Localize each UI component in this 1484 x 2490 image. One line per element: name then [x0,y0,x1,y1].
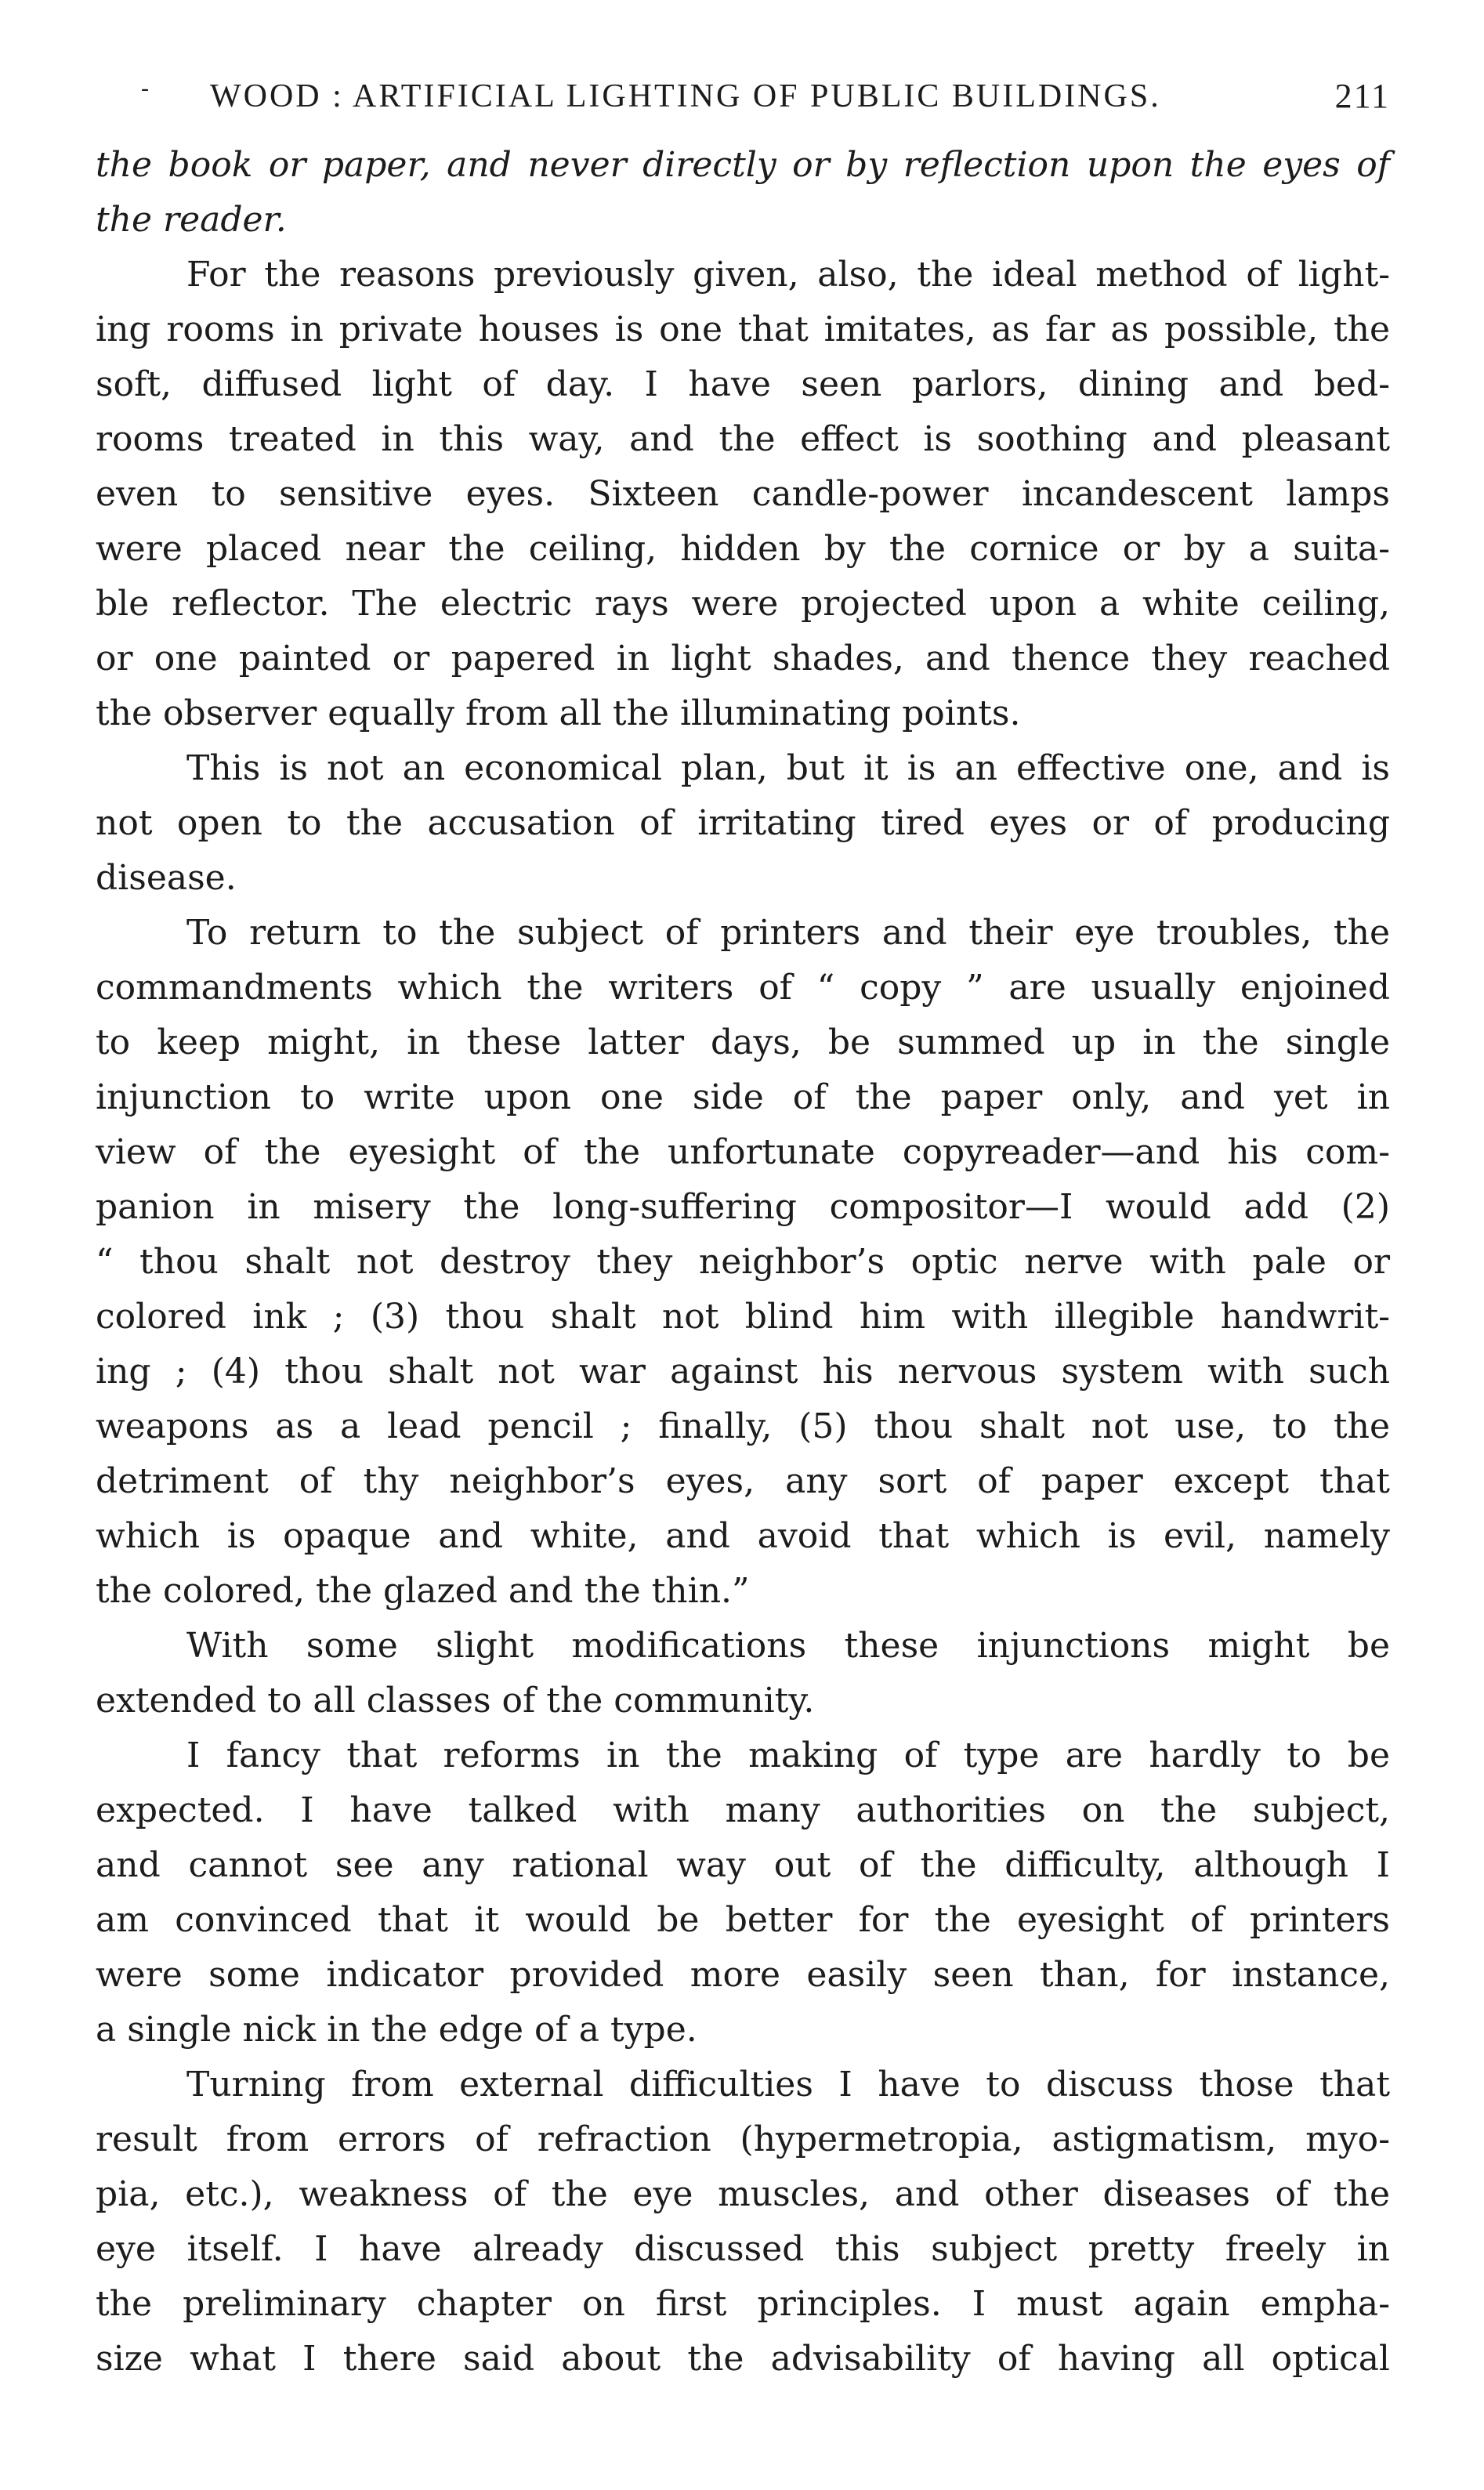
text-line: injunction to write upon one side of the paper only, and yet in [96,1077,1390,1117]
running-title: WOOD : ARTIFICIAL LIGHTING OF PUBLIC BUILDINGS. [210,78,1161,114]
text-line: were some indicator provided more easily seen than, for instance, [96,1955,1390,1995]
text-line: the colored, the glazed and the thin.” [96,1571,750,1611]
text-line: which is opaque and white, and avoid that which is evil, namely [96,1516,1390,1556]
text-line: expected. I have talked with many authorities on the subject, [96,1790,1390,1830]
text-line: “ thou shalt not destroy they neighbor’s optic nerve with pale or [96,1242,1390,1282]
text-line: a single nick in the edge of a type. [96,2010,697,2050]
text-line: the reader. [96,200,287,240]
body-text [96,138,1390,2387]
text-line: panion in misery the long-suffering compositor—I would add (2) [96,1187,1390,1227]
text-line: result from errors of refraction (hypermetropia, astigmatism, myo- [96,2119,1390,2159]
text-line: This is not an economical plan, but it is an effective one, and is [186,748,1390,788]
text-line: the preliminary chapter on first principles. I must again empha- [96,2284,1390,2324]
text-line: With some slight modifications these injunctions might be [186,1626,1390,1666]
text-line: even to sensitive eyes. Sixteen candle-power incandescent lamps [96,474,1390,514]
header-mark: - [141,75,151,101]
text-line: I fancy that reforms in the making of type are hardly to be [186,1735,1390,1775]
text-line: eye itself. I have already discussed this subject pretty freely in [96,2229,1390,2269]
text-line: colored ink ; (3) thou shalt not blind him with illegible handwrit- [96,1297,1390,1337]
text-line: ing ; (4) thou shalt not war against his nervous system with such [96,1352,1390,1392]
text-line: Turning from external difficulties I have to discuss those that [186,2065,1390,2105]
text-line: pia, etc.), weakness of the eye muscles, and other diseases of the [96,2174,1390,2214]
text-line: and cannot see any rational way out of the difficulty, although I [96,1845,1390,1885]
text-line: disease. [96,858,237,898]
page-number: 211 [1334,77,1390,115]
text-line: extended to all classes of the community. [96,1681,815,1721]
text-line: or one painted or papered in light shades, and thence they reached [96,639,1390,679]
text-line: rooms treated in this way, and the effect is soothing and pleasant [96,419,1390,459]
text-line: For the reasons previously given, also, the ideal method of light- [186,255,1390,295]
text-line: the observer equally from all the illuminating points. [96,693,1021,733]
text-line: To return to the subject of printers and their eye troubles, the [186,913,1390,953]
text-line: ing rooms in private houses is one that imitates, as far as possible, the [96,309,1390,349]
text-line: the book or paper, and never directly or by reflection upon the eyes of [96,145,1390,185]
text-line: to keep might, in these latter days, be summed up in the single [96,1022,1390,1062]
text-line: am convinced that it would be better for the eyesight of printers [96,1900,1390,1940]
text-line: ble reflector. The electric rays were projected upon a white ceiling, [96,584,1390,624]
text-line: view of the eyesight of the unfortunate copyreader—and his com- [96,1132,1390,1172]
text-line: weapons as a lead pencil ; finally, (5) thou shalt not use, to the [96,1406,1390,1446]
text-line: not open to the accusation of irritating tired eyes or of producing [96,803,1390,843]
text-line: size what I there said about the advisability of having all optical [96,2339,1390,2379]
text-line: were placed near the ceiling, hidden by the cornice or by a suita- [96,529,1390,569]
text-line: detriment of thy neighbor’s eyes, any sort of paper except that [96,1461,1390,1501]
text-line: soft, diffused light of day. I have seen parlors, dining and bed- [96,364,1390,404]
running-head [92,69,1390,124]
text-line: commandments which the writers of “ copy ” are usually enjoined [96,968,1390,1008]
